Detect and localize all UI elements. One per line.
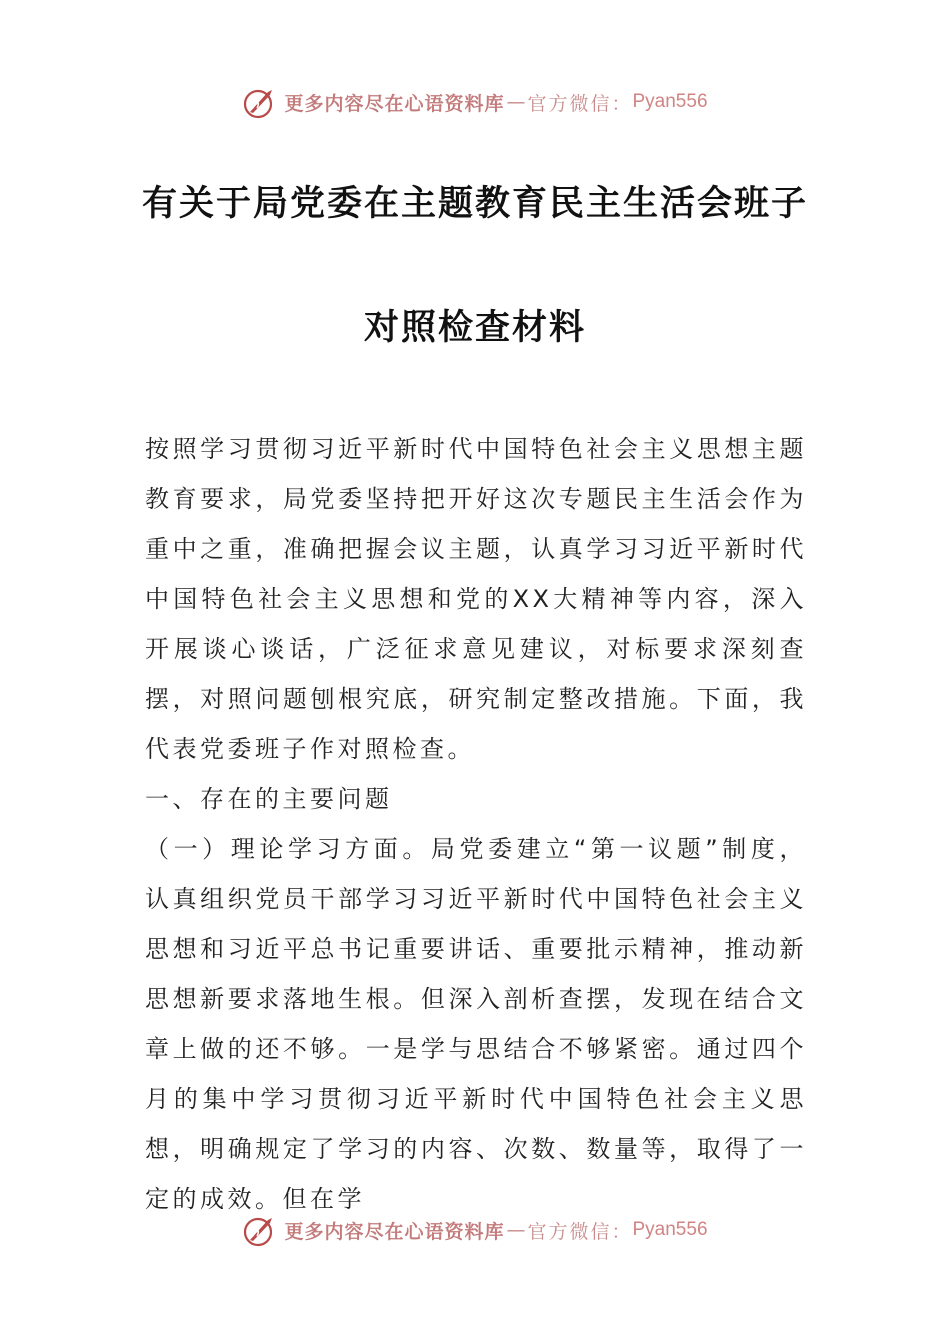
watermark-separator: — xyxy=(506,1219,526,1241)
document-title-line-1: 有关于局党委在主题教育民主生活会班子 xyxy=(141,184,808,224)
header-watermark xyxy=(0,82,950,122)
watermark-separator: — xyxy=(506,91,526,113)
watermark-brand: 更多内容尽在心语资料库 xyxy=(284,92,505,115)
footer-watermark xyxy=(0,1210,950,1250)
quill-circle-logo-icon xyxy=(242,84,278,120)
watermark-wechat-label: 官方微信： xyxy=(527,92,633,115)
intro-paragraph: 按照学习贯彻习近平新时代中国特色社会主义思想主题教育要求，局党委坚持把开好这次专题民主生活会作为重中之重，准确把握会议主题，认真学习习近平新时代中国特色社会主义思想和党的XX大精神等内容，深入开展谈心谈话，广泛征求意见建议，对标要求深刻查摆，对照问题刨根究底，研究制定整改措施。下面，我代表党委班子作对照检查。 xyxy=(145,435,807,763)
theory-study-paragraph: （一）理论学习方面。局党委建立“第一议题”制度，认真组织党员干部学习习近平新时代中国特色社会主义思想和习近平总书记重要讲话、重要批示精神，推动新思想新要求落地生根。但深入剖析查摆，发现在结合文章上做的还不够。一是学与思结合不够紧密。通过四个月的集中学习贯彻习近平新时代中国特色社会主义思想，明确规定了学习的内容、次数、数量等，取得了一定的成效。但在学 xyxy=(145,835,807,1213)
section-heading: 一、存在的主要问题 xyxy=(145,785,393,813)
document-title-line-2: 对照检查材料 xyxy=(363,308,586,348)
quill-circle-logo-icon xyxy=(242,1212,278,1248)
watermark-wechat-id: Pyan556 xyxy=(632,1219,708,1240)
watermark-wechat-label: 官方微信： xyxy=(527,1220,633,1243)
document-body xyxy=(145,424,807,1224)
watermark-wechat-id: Pyan556 xyxy=(632,91,708,112)
watermark-brand: 更多内容尽在心语资料库 xyxy=(284,1220,505,1243)
